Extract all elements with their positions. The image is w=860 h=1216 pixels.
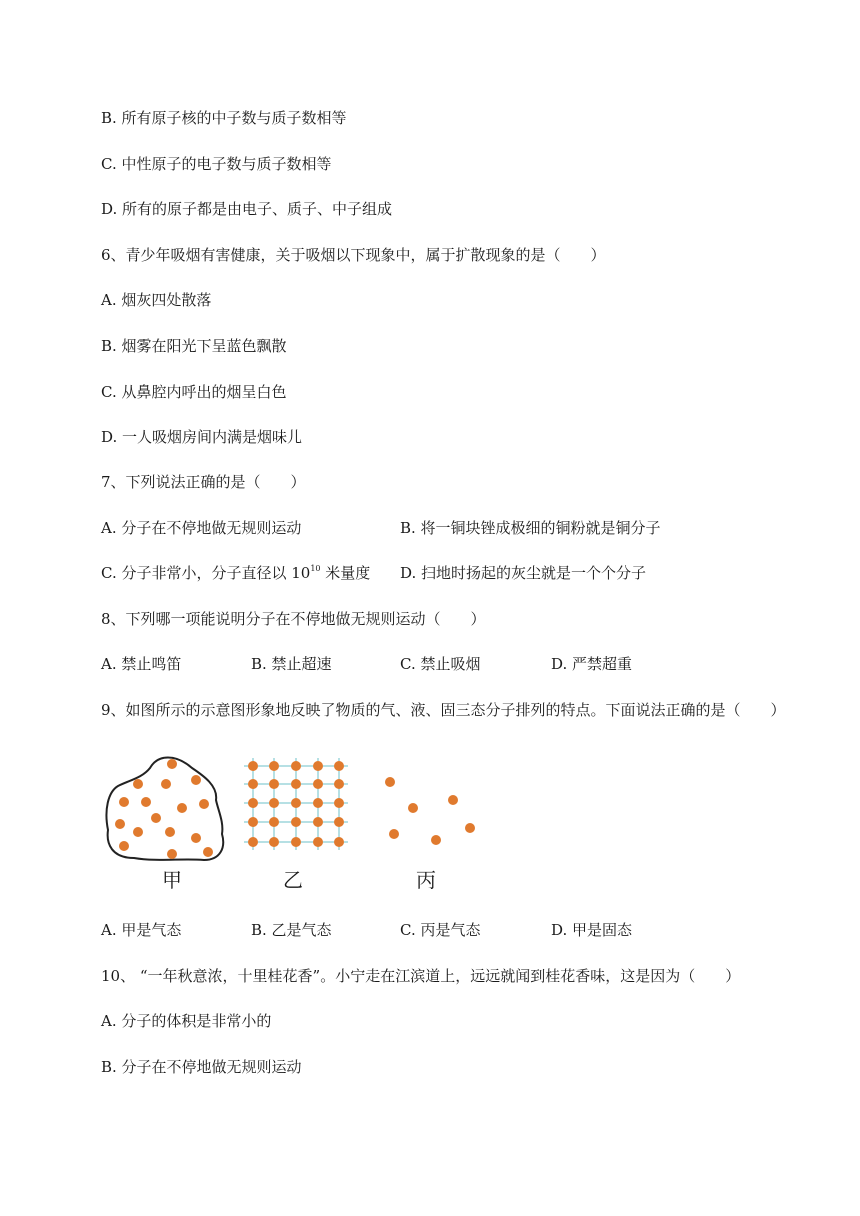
q10-option-b: B. 分子在不停地做无规则运动	[101, 1058, 302, 1076]
q10-option-a: A. 分子的体积是非常小的	[101, 1012, 272, 1030]
q7-option-c-suffix: 米量度	[320, 564, 371, 582]
liquid-molecule	[151, 813, 161, 823]
liquid-molecule	[115, 819, 125, 829]
q6-option-d: D. 一人吸烟房间内满是烟味儿	[101, 428, 303, 446]
liquid-molecule	[191, 833, 201, 843]
q7-stem: 7、下列说法正确的是（ ）	[101, 473, 306, 491]
solid-molecule	[313, 779, 323, 789]
gas-molecule	[385, 777, 395, 787]
figure-label-bing: 丙	[416, 868, 436, 892]
q7-option-d: D. 扫地时扬起的灰尘就是一个个分子	[400, 564, 647, 582]
q6-option-a: A. 烟灰四处散落	[101, 291, 212, 309]
q7-option-c	[101, 563, 370, 583]
solid-molecule	[334, 761, 344, 771]
solid-molecule	[291, 779, 301, 789]
gas-molecules	[385, 777, 475, 845]
solid-molecule	[291, 798, 301, 808]
solid-molecule	[269, 837, 279, 847]
gas-molecule	[431, 835, 441, 845]
solid-molecule	[291, 817, 301, 827]
q6-option-b: B. 烟雾在阳光下呈蓝色飘散	[101, 337, 287, 355]
liquid-molecule	[167, 759, 177, 769]
liquid-molecule	[133, 779, 143, 789]
q6-option-c: C. 从鼻腔内呼出的烟呈白色	[101, 383, 287, 401]
liquid-molecule	[199, 799, 209, 809]
solid-molecule	[334, 779, 344, 789]
states-of-matter-figure	[100, 748, 500, 896]
q8-option-d: D. 严禁超重	[551, 655, 633, 673]
solid-molecule	[248, 798, 258, 808]
q9-option-a: A. 甲是气态	[101, 921, 182, 939]
q7-option-b: B. 将一铜块锉成极细的铜粉就是铜分子	[400, 519, 661, 537]
liquid-molecule	[177, 803, 187, 813]
solid-molecule	[334, 798, 344, 808]
solid-molecule	[291, 837, 301, 847]
gas-molecule	[448, 795, 458, 805]
solid-molecule	[269, 817, 279, 827]
liquid-molecule	[203, 847, 213, 857]
solid-molecule	[334, 817, 344, 827]
solid-molecule	[248, 779, 258, 789]
q5-option-d: D. 所有的原子都是由电子、质子、中子组成	[101, 200, 393, 218]
solid-molecule	[248, 837, 258, 847]
q7-option-a: A. 分子在不停地做无规则运动	[101, 519, 302, 537]
solid-molecule	[248, 817, 258, 827]
gas-molecule	[465, 823, 475, 833]
liquid-molecule	[119, 841, 129, 851]
solid-molecule	[269, 761, 279, 771]
liquid-molecule	[191, 775, 201, 785]
liquid-molecule	[141, 797, 151, 807]
liquid-molecule	[165, 827, 175, 837]
solid-molecule	[269, 779, 279, 789]
q9-option-c: C. 丙是气态	[400, 921, 481, 939]
q5-option-b: B. 所有原子核的中子数与质子数相等	[101, 109, 347, 127]
q7-option-c-exponent: 10	[310, 564, 321, 573]
solid-molecule	[313, 837, 323, 847]
q8-option-a: A. 禁止鸣笛	[101, 655, 182, 673]
solid-molecule	[334, 837, 344, 847]
q9-option-b: B. 乙是气态	[251, 921, 332, 939]
solid-molecule	[313, 798, 323, 808]
q7-option-c-prefix: C. 分子非常小，分子直径以 10	[101, 564, 311, 582]
gas-molecule	[389, 829, 399, 839]
q8-option-c: C. 禁止吸烟	[400, 655, 481, 673]
q8-option-b: B. 禁止超速	[251, 655, 332, 673]
q6-stem: 6、青少年吸烟有害健康，关于吸烟以下现象中，属于扩散现象的是（ ）	[101, 246, 606, 264]
solid-molecule	[313, 817, 323, 827]
figure-label-jia: 甲	[162, 868, 182, 892]
q10-stem: 10、 “一年秋意浓，十里桂花香”。小宁走在江滨道上，远远就闻到桂花香味，这是因为（ ）	[101, 967, 741, 985]
solid-molecule	[291, 761, 301, 771]
q8-stem: 8、下列哪一项能说明分子在不停地做无规则运动（ ）	[101, 610, 486, 628]
q9-stem: 9、如图所示的示意图形象地反映了物质的气、液、固三态分子排列的特点。下面说法正确的是（ ）	[101, 701, 786, 719]
solid-molecule	[313, 761, 323, 771]
q5-option-c: C. 中性原子的电子数与质子数相等	[101, 155, 332, 173]
solid-molecule	[248, 761, 258, 771]
liquid-molecule	[133, 827, 143, 837]
gas-molecule	[408, 803, 418, 813]
liquid-molecules	[115, 759, 213, 859]
liquid-molecule	[167, 849, 177, 859]
liquid-molecule	[119, 797, 129, 807]
solid-molecule	[269, 798, 279, 808]
figure-label-yi: 乙	[283, 868, 303, 892]
q9-option-d: D. 甲是固态	[551, 921, 633, 939]
liquid-molecule	[161, 779, 171, 789]
